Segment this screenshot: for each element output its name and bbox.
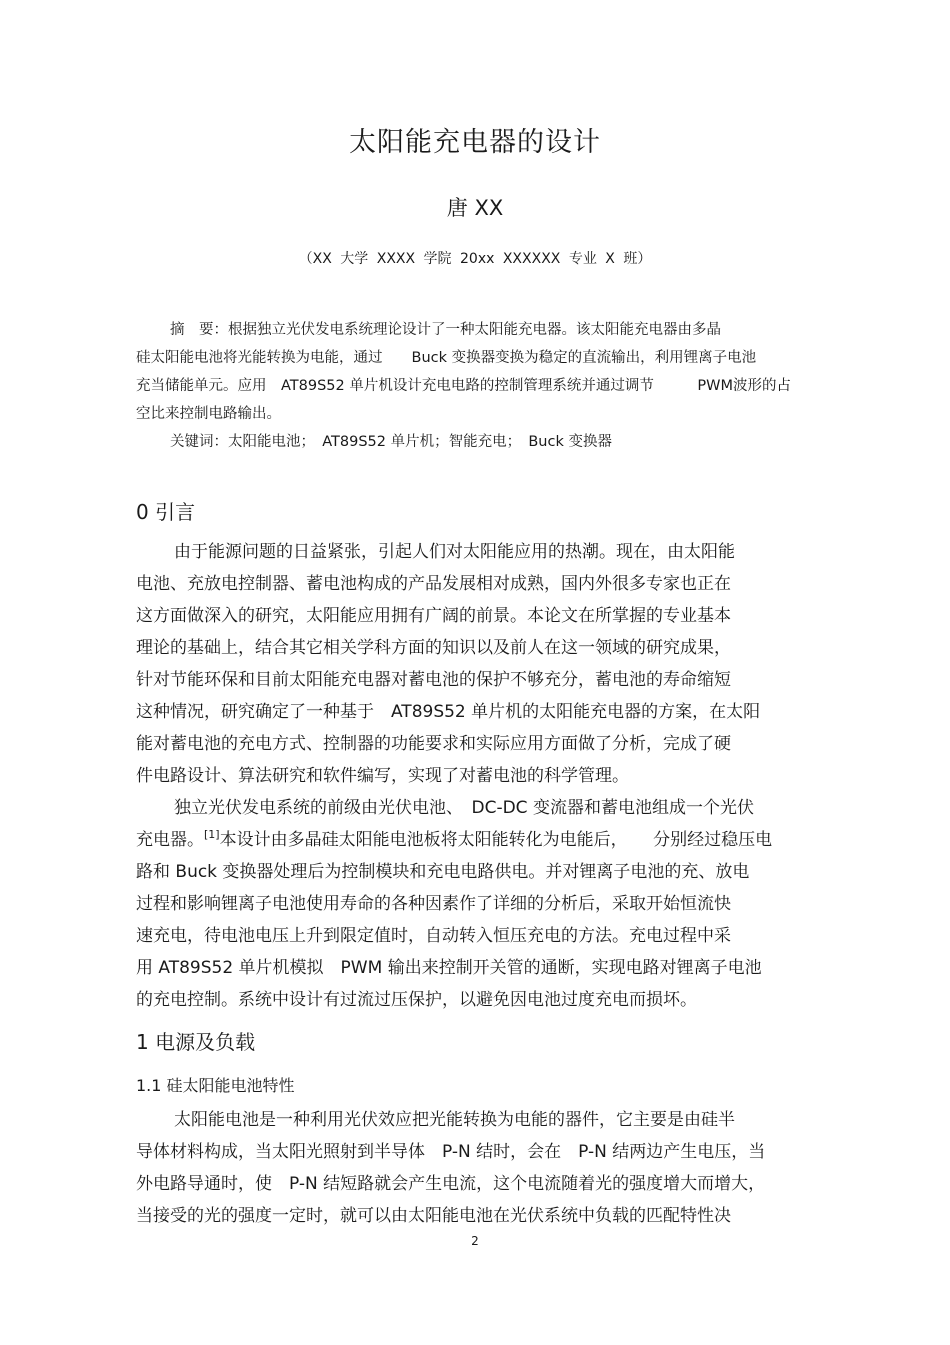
abstract-line: 空比来控制电路输出。: [136, 406, 281, 422]
text-line: 外电路导通时，使 P-N 结短路就会产生电流，这个电流随着光的强度增大而增大，: [136, 1174, 766, 1194]
abstract-block: [136, 316, 816, 456]
text-fragment: 本设计由多晶硅太阳能电池板将太阳能转化为电能后， 分别经过稳压电: [219, 830, 773, 850]
text-line: 的充电控制。系统中设计有过流过压保护，以避免因电池过度充电而损坏。: [136, 990, 697, 1010]
text-line: 用 AT89S52 单片机模拟 PWM 输出来控制开关管的通断，实现电路对锂离子电池: [136, 958, 762, 978]
citation-reference: [1]: [204, 828, 220, 841]
text-line: 导体材料构成，当太阳光照射到半导体 P-N 结时，会在 P-N 结两边产生电压，当: [136, 1142, 766, 1162]
text-line: 电池、充放电控制器、蓄电池构成的产品发展相对成熟，国内外很多专家也正在: [136, 574, 731, 594]
text-line: 太阳能电池是一种利用光伏效应把光能转换为电能的器件，它主要是由硅半: [174, 1110, 735, 1130]
author-affiliation: （XX 大学 XXXX 学院 20xx XXXXXX 专业 X 班）: [298, 251, 652, 267]
text-line: 针对节能环保和目前太阳能充电器对蓄电池的保护不够充分，蓄电池的寿命缩短: [136, 670, 731, 690]
keywords-line: 关键词：太阳能电池； AT89S52 单片机；智能充电； Buck 变换器: [170, 434, 612, 450]
text-line: 过程和影响锂离子电池使用寿命的各种因素作了详细的分析后，采取开始恒流快: [136, 894, 731, 914]
text-line: 速充电，待电池电压上升到限定值时，自动转入恒压充电的方法。充电过程中采: [136, 926, 731, 946]
text-line: 这种情况，研究确定了一种基于 AT89S52 单片机的太阳能充电器的方案，在太阳: [136, 702, 761, 722]
author-name: 唐 XX: [446, 196, 504, 220]
text-line: 理论的基础上，结合其它相关学科方面的知识以及前人在这一领域的研究成果，: [136, 638, 731, 658]
text-line: 件电路设计、算法研究和软件编写，实现了对蓄电池的科学管理。: [136, 766, 629, 786]
abstract-line: 充当储能单元。应用 AT89S52 单片机设计充电电路的控制管理系统并通过调节 PWM波形的占: [136, 378, 791, 394]
abstract-line: 摘 要：根据独立光伏发电系统理论设计了一种太阳能充电器。该太阳能充电器由多晶: [170, 322, 721, 338]
text-line: 能对蓄电池的充电方式、控制器的功能要求和实际应用方面做了分析，完成了硬: [136, 734, 731, 754]
text-line: 这方面做深入的研究，太阳能应用拥有广阔的前景。本论文在所掌握的专业基本: [136, 606, 731, 626]
paper-title: 太阳能充电器的设计: [349, 127, 601, 158]
text-line: 由于能源问题的日益紧张，引起人们对太阳能应用的热潮。现在，由太阳能: [174, 542, 735, 562]
introduction-paragraph-1: [136, 536, 826, 792]
page-number: 2: [471, 1234, 479, 1248]
subsection-heading-solar-cell: 1.1 硅太阳能电池特性: [136, 1076, 295, 1095]
text-line-with-citation: [136, 824, 826, 856]
text-line: 独立光伏发电系统的前级由光伏电池、 DC-DC 变流器和蓄电池组成一个光伏: [174, 798, 754, 818]
section-heading-power-and-load: 1 电源及负载: [136, 1030, 256, 1054]
text-line: 当接受的光的强度一定时，就可以由太阳能电池在光伏系统中负载的匹配特性决: [136, 1206, 731, 1226]
text-line: 路和 Buck 变换器处理后为控制模块和充电电路供电。并对锂离子电池的充、放电: [136, 862, 750, 882]
introduction-paragraph-2: [136, 792, 826, 1016]
solar-cell-paragraph: [136, 1104, 826, 1232]
abstract-line: 硅太阳能电池将光能转换为电能，通过 Buck 变换器变换为稳定的直流输出，利用锂离子电池: [136, 350, 757, 366]
section-heading-introduction: 0 引言: [136, 500, 196, 524]
text-fragment: 充电器。: [136, 830, 204, 850]
